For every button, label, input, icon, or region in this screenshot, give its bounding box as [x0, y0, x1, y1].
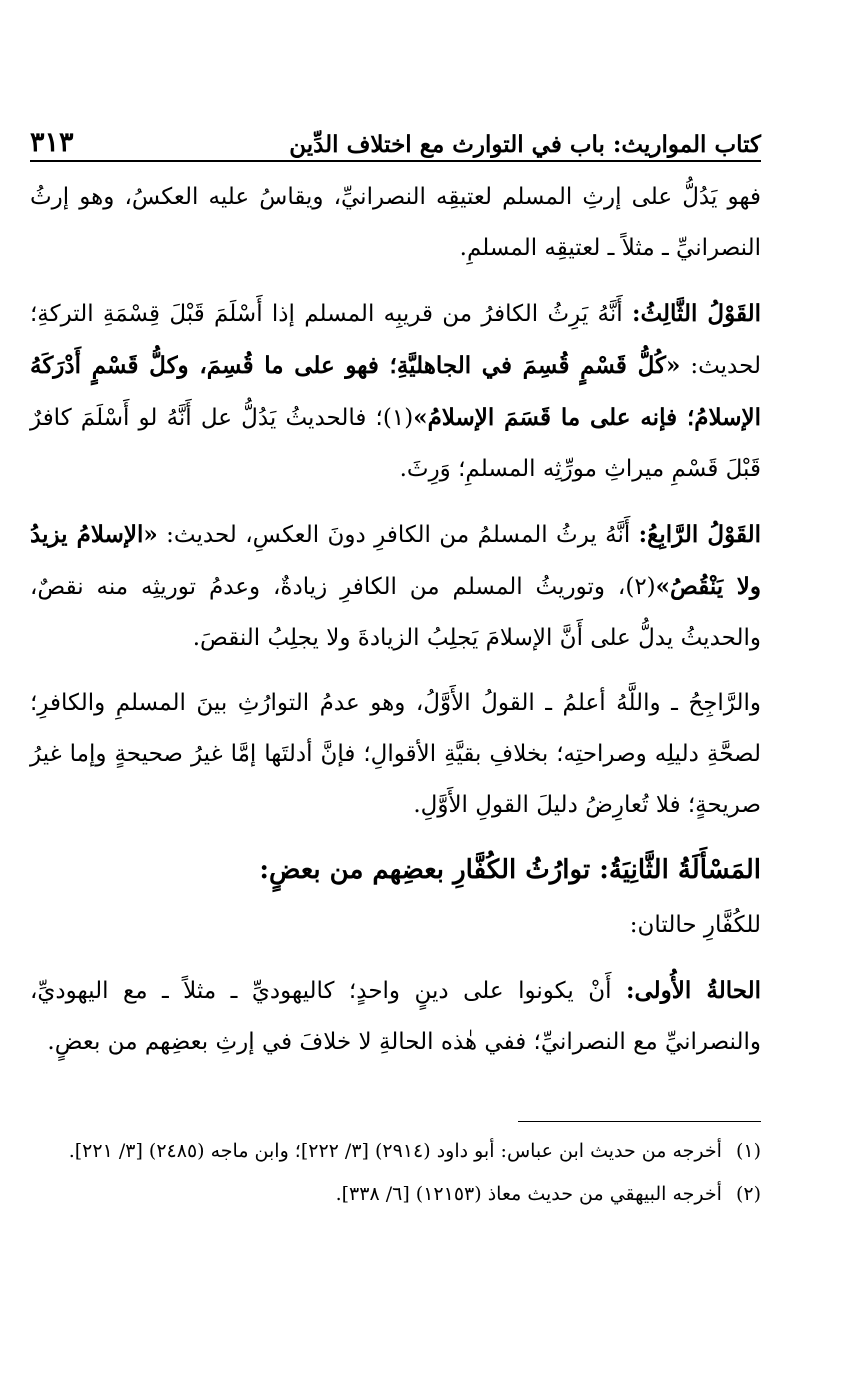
footnote [30, 1175, 761, 1214]
footnote-text: أخرجه البيهقي من حديث معاذ (١٢١٥٣) [٦/ ٣٣٨]. [335, 1183, 722, 1205]
paragraph-text: أَنَّهُ يرثُ المسلمُ من الكافرِ دونَ العكسِ، لحديث: [157, 522, 639, 548]
case-label: الحالةُ الأُولى: [625, 977, 762, 1004]
paragraph-fourth-opinion [30, 509, 761, 664]
page-header [30, 118, 761, 158]
opinion-label: القَوْلُ الثَّالِثُ: [631, 300, 761, 327]
opinion-label: القَوْلُ الرَّابِعُ: [638, 521, 761, 548]
hadith-quote: «كُلُّ قَسْمٍ قُسِمَ في الجاهليَّةِ؛ فهو على ما قُسِمَ، وكلُّ قَسْمٍ أَدْرَكَهُ الإسلامُ؛ فإنه على ما قَسَمَ الإسلامُ» [30, 352, 761, 431]
page-number: ٣١٣ [30, 127, 74, 158]
footnote-mark: (٢) [735, 1183, 761, 1205]
footnote-mark: (١) [735, 1140, 761, 1162]
paragraph-text: (١)؛ فالحديثُ يَدُلُّ عل أَنَّهُ لو أَسْلَمَ كافرٌ قَبْلَ قَسْمِ ميراثِ مورِّثِه المسلمِ؛ وَرِثَ. [30, 405, 761, 482]
paragraph-third-opinion [30, 288, 761, 495]
footnote-rule [518, 1121, 761, 1122]
paragraph-text: أَنَّهُ يَرِثُ الكافرُ من قريبِه المسلم إذا أَسْلَمَ قَبْلَ قِسْمَةِ التركةِ؛ لحديث: [30, 301, 761, 379]
paragraph: فهو يَدُلُّ على إرثِ المسلم لعتيقِه النصرانيِّ، ويقاسُ عليه العكسُ، وهو إرثُ النصرانيِّ ـ مثلاً ـ لعتيقِه المسلمِ. [30, 184, 761, 261]
paragraph-preferred-opinion: والرَّاجِحُ ـ واللَّهُ أعلمُ ـ القولُ الأَوَّلُ، وهو عدمُ التوارُثِ بينَ المسلمِ والكافرِ؛ لصحَّةِ دليلِه وصراحتِه؛ بخلافِ بقيَّةِ الأقوالِ؛ فإنَّ أدلتَها إمَّا غيرُ صحيحةٍ وإما غيرُ صريحةٍ؛ فلا تُعارِضُ دليلَ القولِ الأَوَّلِ. [30, 690, 761, 818]
section-heading: المَسْأَلَةُ الثَّانِيَةُ: توارُثُ الكُفَّارِ بعضِهم من بعضٍ: [259, 855, 761, 885]
running-title: كتاب المواريث: باب في التوارث مع اختلاف الدِّين [289, 131, 761, 158]
paragraph-text: أَنْ يكونوا على دينٍ واحدٍ؛ كاليهوديِّ ـ مثلاً ـ مع اليهوديِّ، والنصرانيِّ مع النصرانيِّ؛ ففي هٰذه الحالةِ لا خلافَ في إرثِ بعضِهم من بعضٍ. [30, 978, 761, 1055]
main-text [30, 172, 761, 1082]
paragraph: للكُفَّارِ حالتان: [629, 912, 761, 938]
footnote-text: أخرجه من حديث ابن عباس: أبو داود (٢٩١٤) [٣/ ٢٢٢]؛ وابن ماجه (٢٤٨٥) [٣/ ٢٢١]. [68, 1140, 722, 1162]
hadith-quote: «الإسلامُ يزيدُ ولا يَنْقُصُ» [30, 521, 761, 600]
paragraph-first-case [30, 965, 761, 1068]
footnotes [30, 1132, 761, 1218]
header-rule [30, 160, 761, 162]
footnote [30, 1132, 761, 1171]
paragraph-text: (٢)، وتوريثُ المسلم من الكافرِ زيادةٌ، وعدمُ توريثِه منه نقصٌ، والحديثُ يدلُّ على أَنَّ الإسلامَ يَجلِبُ الزيادةَ ولا يجلِبُ النقصَ. [30, 574, 761, 651]
